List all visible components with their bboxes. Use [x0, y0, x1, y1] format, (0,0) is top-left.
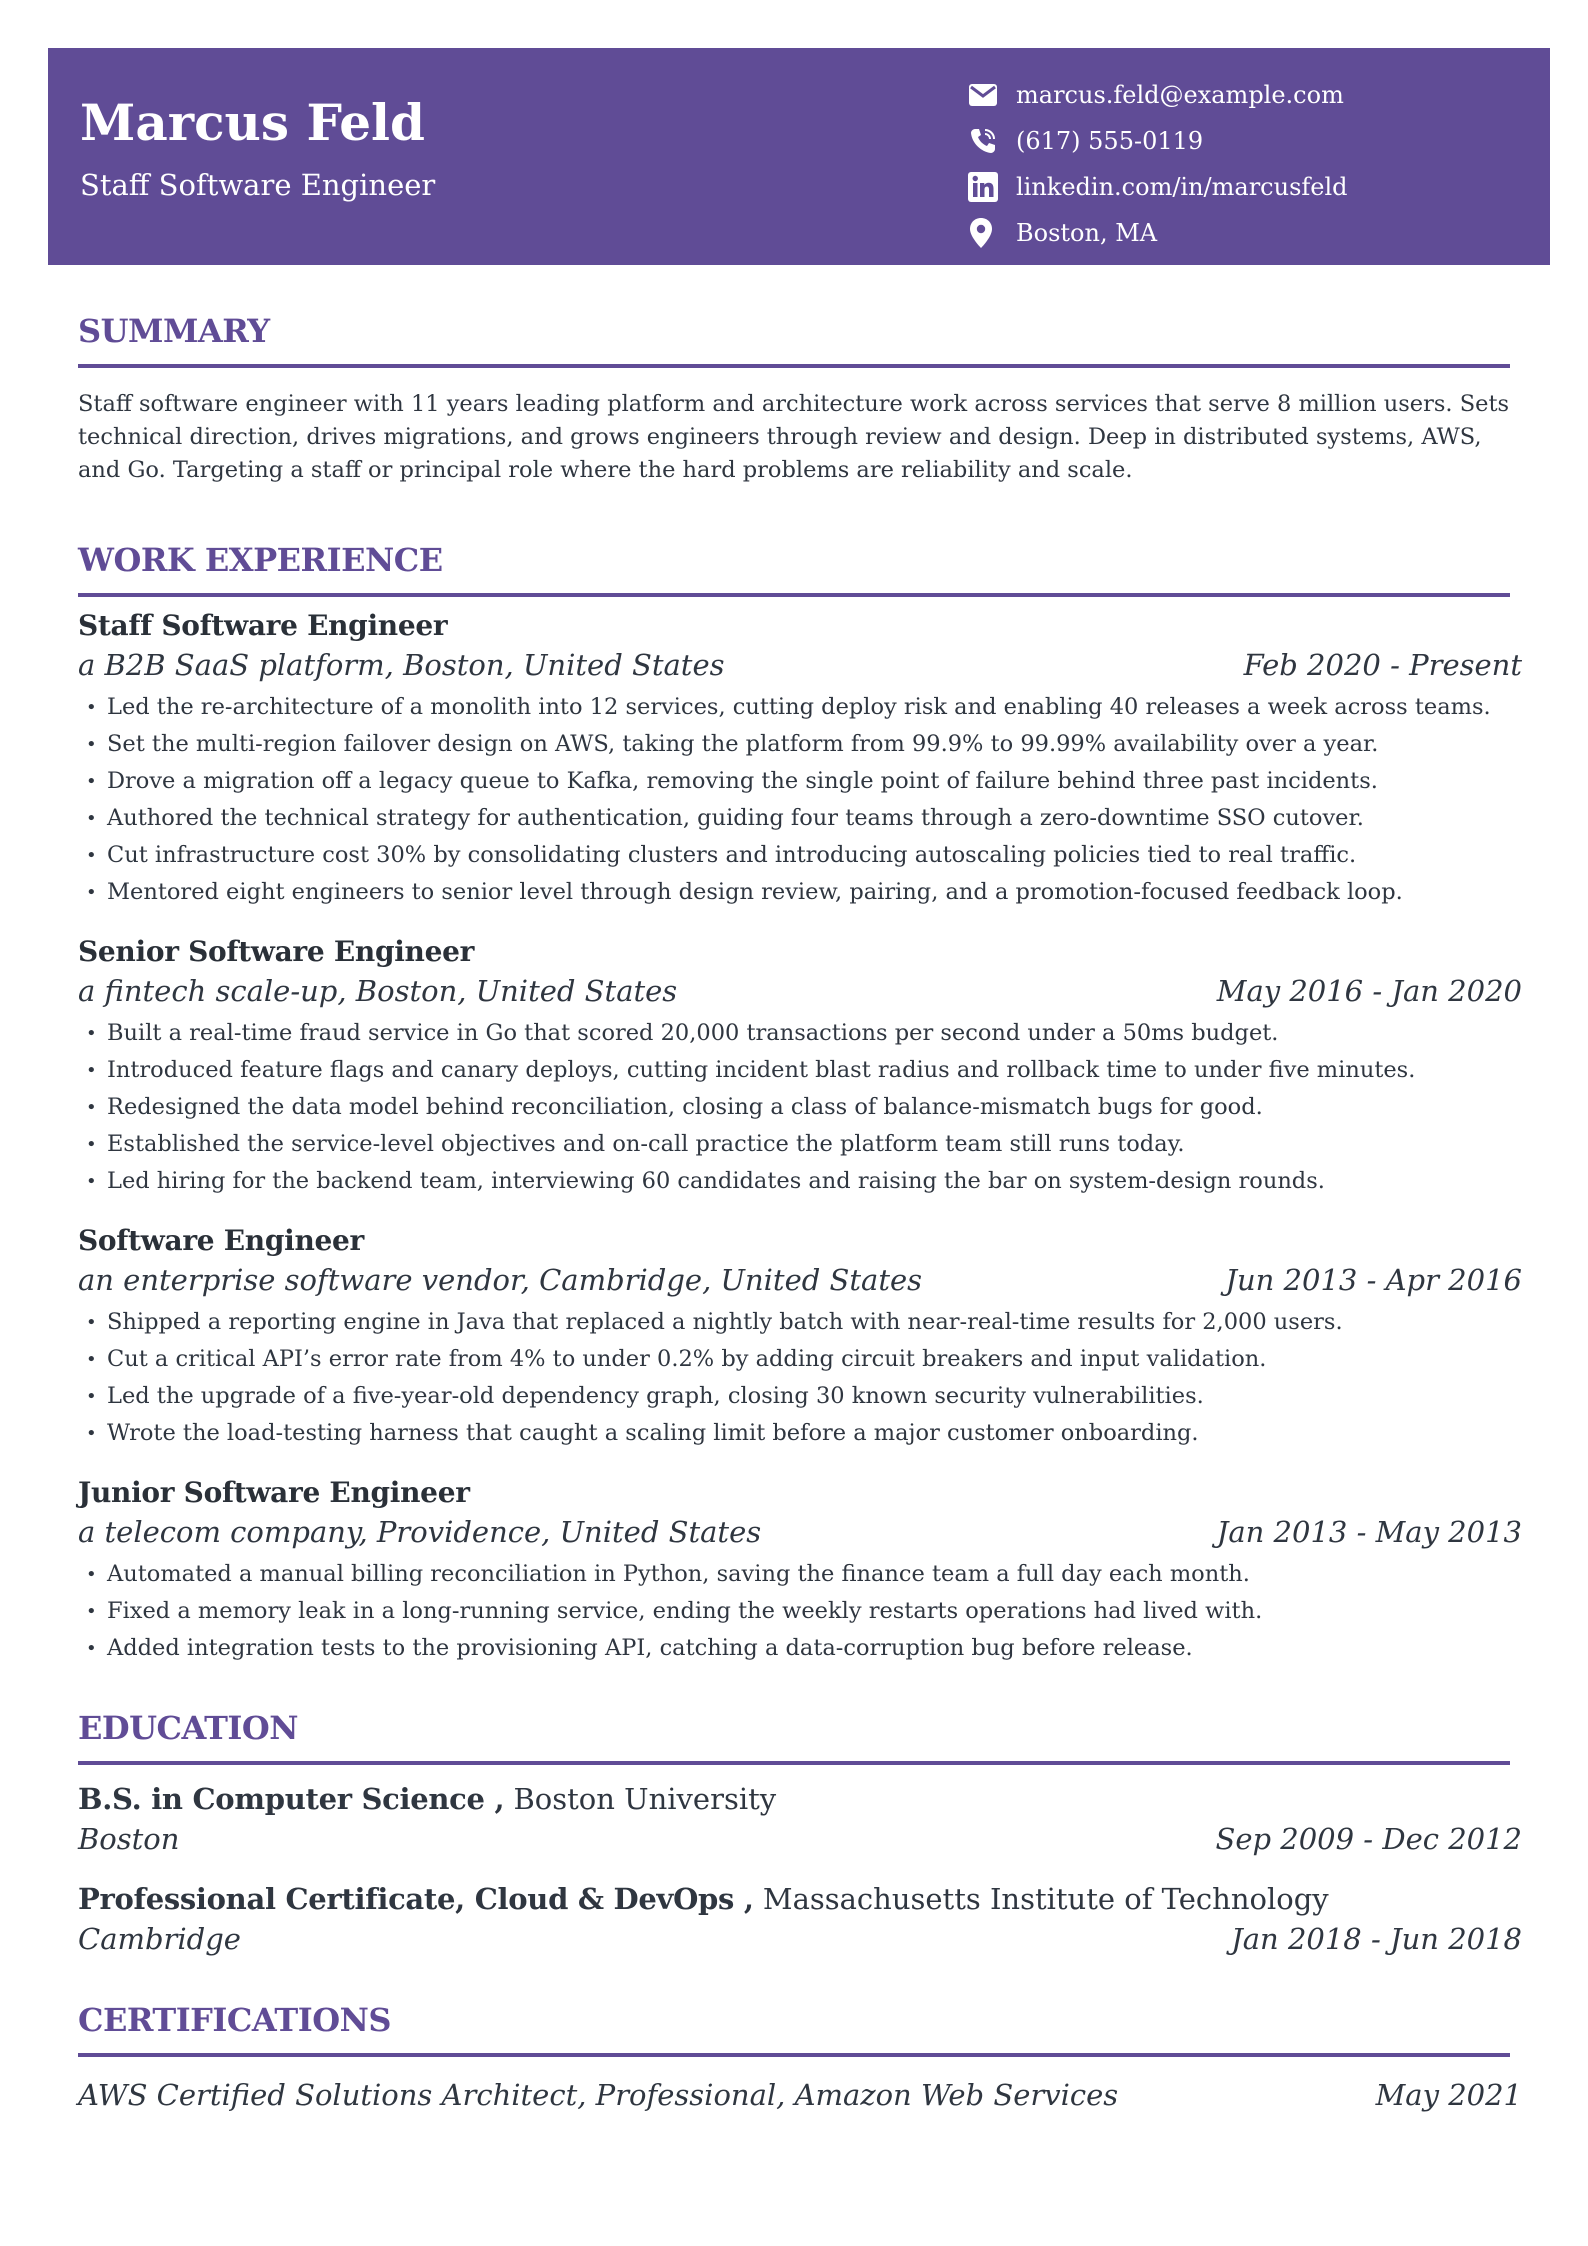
job-company: a B2B SaaS platform, Boston, United States	[78, 648, 725, 682]
job-dates: Jun 2013 - Apr 2016	[1225, 1263, 1522, 1297]
bullet-item: • Drove a migration off a legacy queue to Kafka, removing the single point of failure behind three past incidents.	[78, 763, 1522, 800]
mail-icon	[968, 77, 1004, 113]
candidate-role: Staff Software Engineer	[80, 168, 436, 202]
job-company: an enterprise software vendor, Cambridge, United States	[78, 1263, 923, 1297]
contact-location-text: Boston, MA	[1016, 219, 1158, 247]
job-bullets	[78, 689, 1522, 911]
bullet-item: • Automated a manual billing reconciliation in Python, saving the finance team a full day each month.	[78, 1556, 1522, 1593]
job-entry	[78, 1222, 1522, 1452]
education-dates: Sep 2009 - Dec 2012	[1215, 1822, 1522, 1856]
summary-section	[78, 312, 1522, 487]
contact-email-text: marcus.feld@example.com	[1016, 81, 1344, 109]
education-meta	[78, 1919, 1522, 1959]
education-meta	[78, 1819, 1522, 1859]
location-icon	[968, 215, 1004, 251]
job-company: a telecom company, Providence, United States	[78, 1515, 762, 1549]
bullet-item: • Added integration tests to the provisioning API, catching a data-corruption bug before release.	[78, 1630, 1522, 1667]
bullet-item: • Wrote the load-testing harness that caught a scaling limit before a major customer onboarding.	[78, 1415, 1522, 1452]
experience-heading: WORK EXPERIENCE	[78, 541, 1510, 597]
education-school: Massachusetts Institute of Technology	[762, 1882, 1329, 1916]
education-entry	[78, 1779, 1522, 1859]
contact-phone-text: (617) 555-0119	[1016, 127, 1204, 155]
bullet-item: • Established the service-level objectives and on-call practice the platform team still runs today.	[78, 1126, 1522, 1163]
education-location: Boston	[78, 1822, 180, 1856]
job-meta	[78, 645, 1522, 685]
job-title: Software Engineer	[78, 1224, 364, 1257]
job-title: Senior Software Engineer	[78, 935, 475, 968]
certification-entry	[78, 2075, 1522, 2115]
education-line	[78, 1879, 1522, 1919]
job-entry	[78, 933, 1522, 1200]
bullet-item: • Built a real-time fraud service in Go that scored 20,000 transactions per second under a 50ms budget.	[78, 1015, 1522, 1052]
job-company: a fintech scale-up, Boston, United States	[78, 974, 678, 1008]
job-title: Staff Software Engineer	[78, 609, 448, 642]
education-degree: B.S. in Computer Science ,	[78, 1782, 505, 1816]
certifications-section	[78, 2001, 1522, 2115]
bullet-item: • Introduced feature flags and canary deploys, cutting incident blast radius and rollback time to under five minutes.	[78, 1052, 1522, 1089]
experience-section	[78, 541, 1522, 1667]
header-identity	[80, 93, 436, 202]
contact-location	[968, 210, 1348, 256]
job-bullets	[78, 1015, 1522, 1200]
summary-text: Staff software engineer with 11 years leading platform and architecture work across services that serve 8 million users. Sets technical direction, drives migrations, and grows engineers through review and design. Deep in distributed systems, AWS, and Go. Targeting a staff or principal role where the hard problems are reliability and scale.	[78, 391, 1510, 483]
bullet-item: • Led hiring for the backend team, interviewing 60 candidates and raising the bar on system-design rounds.	[78, 1163, 1522, 1200]
certification-name: AWS Certified Solutions Architect, Professional, Amazon Web Services	[78, 2078, 1119, 2112]
resume-header	[48, 48, 1550, 265]
job-dates: Feb 2020 - Present	[1243, 648, 1522, 682]
bullet-item: • Led the re-architecture of a monolith into 12 services, cutting deploy risk and enabling 40 releases a week across teams.	[78, 689, 1522, 726]
bullet-item: • Mentored eight engineers to senior level through design review, pairing, and a promotion-focused feedback loop.	[78, 874, 1522, 911]
education-degree: Professional Certificate, Cloud & DevOps ,	[78, 1882, 754, 1916]
education-dates: Jan 2018 - Jun 2018	[1231, 1922, 1522, 1956]
job-dates: Jan 2013 - May 2013	[1216, 1515, 1522, 1549]
contact-linkedin-text: linkedin.com/in/marcusfeld	[1016, 173, 1348, 201]
resume-body	[78, 312, 1522, 2115]
contact-email[interactable]	[968, 72, 1348, 118]
education-line	[78, 1779, 1522, 1819]
bullet-item: • Cut a critical API’s error rate from 4% to under 0.2% by adding circuit breakers and input validation.	[78, 1341, 1522, 1378]
contact-linkedin[interactable]	[968, 164, 1348, 210]
certification-date: May 2021	[1375, 2078, 1522, 2112]
certifications-heading: CERTIFICATIONS	[78, 2001, 1510, 2057]
bullet-item: • Fixed a memory leak in a long-running service, ending the weekly restarts operations had lived with.	[78, 1593, 1522, 1630]
job-entry	[78, 607, 1522, 911]
bullet-item: • Cut infrastructure cost 30% by consolidating clusters and introducing autoscaling policies tied to real traffic.	[78, 837, 1522, 874]
bullet-item: • Redesigned the data model behind reconciliation, closing a class of balance-mismatch bugs for good.	[78, 1089, 1522, 1126]
job-meta	[78, 971, 1522, 1011]
job-bullets	[78, 1556, 1522, 1667]
job-dates: May 2016 - Jan 2020	[1216, 974, 1522, 1008]
job-bullets	[78, 1304, 1522, 1452]
job-title: Junior Software Engineer	[78, 1476, 470, 1509]
bullet-item: • Shipped a reporting engine in Java that replaced a nightly batch with near-real-time results for 2,000 users.	[78, 1304, 1522, 1341]
job-meta	[78, 1512, 1522, 1552]
job-entry	[78, 1474, 1522, 1667]
contact-list	[968, 72, 1348, 256]
job-meta	[78, 1260, 1522, 1300]
bullet-item: • Led the upgrade of a five-year-old dependency graph, closing 30 known security vulnerabilities.	[78, 1378, 1522, 1415]
bullet-item: • Authored the technical strategy for authentication, guiding four teams through a zero-downtime SSO cutover.	[78, 800, 1522, 837]
summary-heading: SUMMARY	[78, 312, 1510, 368]
education-section	[78, 1709, 1522, 1959]
bullet-item: • Set the multi-region failover design on AWS, taking the platform from 99.9% to 99.99% availability over a year.	[78, 726, 1522, 763]
education-heading: EDUCATION	[78, 1709, 1510, 1765]
phone-icon	[968, 123, 1004, 159]
education-school: Boston University	[513, 1782, 777, 1816]
linkedin-icon	[968, 169, 1004, 205]
education-entry	[78, 1879, 1522, 1959]
candidate-name: Marcus Feld	[80, 93, 425, 152]
contact-phone[interactable]	[968, 118, 1348, 164]
education-location: Cambridge	[78, 1922, 241, 1956]
